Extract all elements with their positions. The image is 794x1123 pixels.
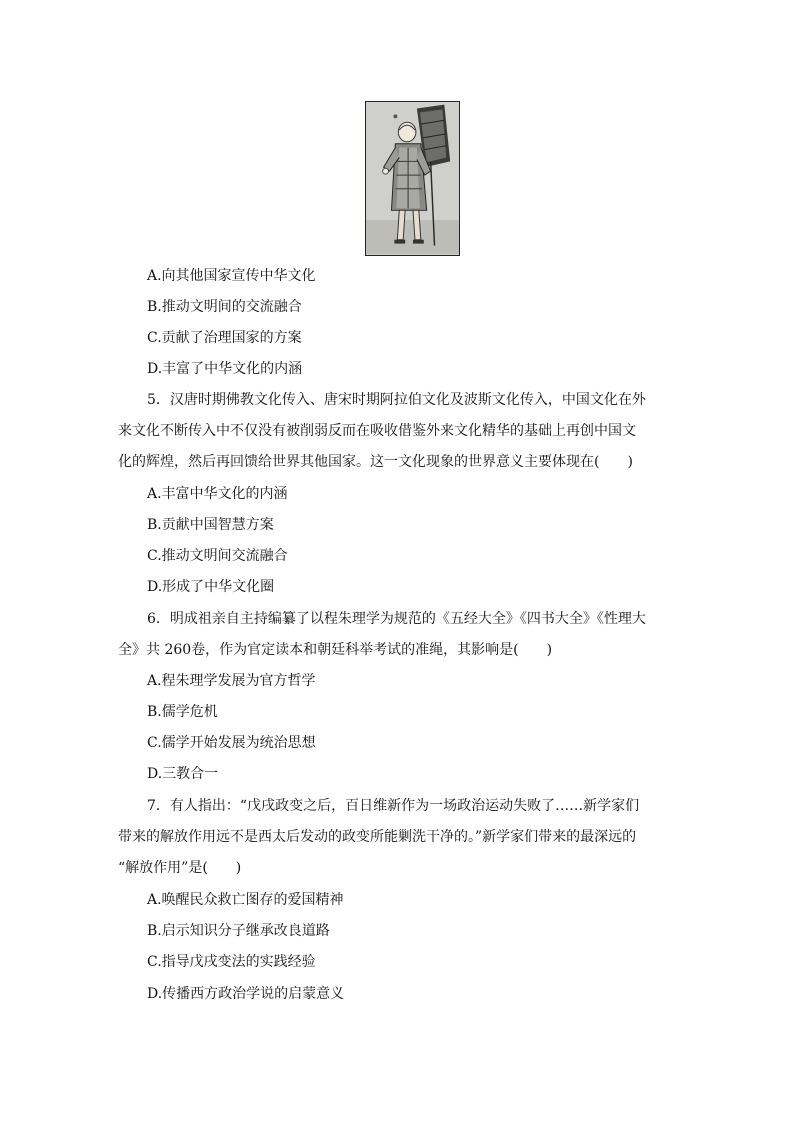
- q6-stem-line-1: 6．明成祖亲自主持编纂了以程朱理学为规范的《五经大全》《四书大全》《性理大: [147, 611, 646, 627]
- q7-option-a: A.唤醒民众救亡图存的爱国精神: [147, 892, 344, 908]
- q6-stem-line-2: 全》共 260卷，作为官定读本和朝廷科举考试的准绳，其影响是( ): [118, 642, 553, 658]
- q5-option-c: C.推动文明间交流融合: [147, 548, 288, 564]
- q4-option-a: A.向其他国家宣传中华文化: [147, 268, 316, 284]
- q4-option-d: D.丰富了中华文化的内涵: [147, 361, 303, 377]
- q5-option-d: D.形成了中华文化圈: [147, 579, 275, 595]
- q4-option-c: C.贡献了治理国家的方案: [147, 330, 302, 346]
- q7-option-b: B.启示知识分子继承改良道路: [147, 923, 330, 939]
- q7-option-c: C.指导戊戌变法的实践经验: [147, 954, 316, 970]
- q5-stem-line-1: 5．汉唐时期佛教文化传入、唐宋时期阿拉伯文化及波斯文化传入，中国文化在外: [147, 392, 646, 408]
- q7-option-d: D.传播西方政治学说的启蒙意义: [147, 986, 345, 1002]
- q7-stem-line-3: “解放作用”是( ): [118, 860, 242, 876]
- q7-stem-line-2: 带来的解放作用远不是西太后发动的政变所能剿洗干净的。”新学家们带来的最深远的: [118, 829, 637, 845]
- q5-option-b: B.贡献中国智慧方案: [147, 517, 274, 533]
- q6-option-d: D.三教合一: [147, 766, 219, 782]
- q5-option-a: A.丰富中华文化的内涵: [147, 486, 288, 502]
- q7-stem-line-1: 7．有人指出：“戊戌政变之后，百日维新作为一场政治运动失败了……新学家们: [147, 798, 640, 814]
- q5-stem-line-2: 来文化不断传入中不仅没有被削弱反而在吸收借鉴外来文化精华的基础上再创中国文: [118, 423, 636, 439]
- monk-illustration: [365, 101, 460, 256]
- q6-option-a: A.程朱理学发展为官方哲学: [147, 673, 316, 689]
- q6-option-c: C.儒学开始发展为统治思想: [147, 735, 316, 751]
- q5-stem-line-3: 化的辉煌，然后再回馈给世界其他国家。这一文化现象的世界意义主要体现在( ): [118, 454, 633, 470]
- q4-option-b: B.推动文明间的交流融合: [147, 299, 302, 315]
- monk-illustration-drawing: [366, 102, 459, 255]
- q6-option-b: B.儒学危机: [147, 704, 218, 720]
